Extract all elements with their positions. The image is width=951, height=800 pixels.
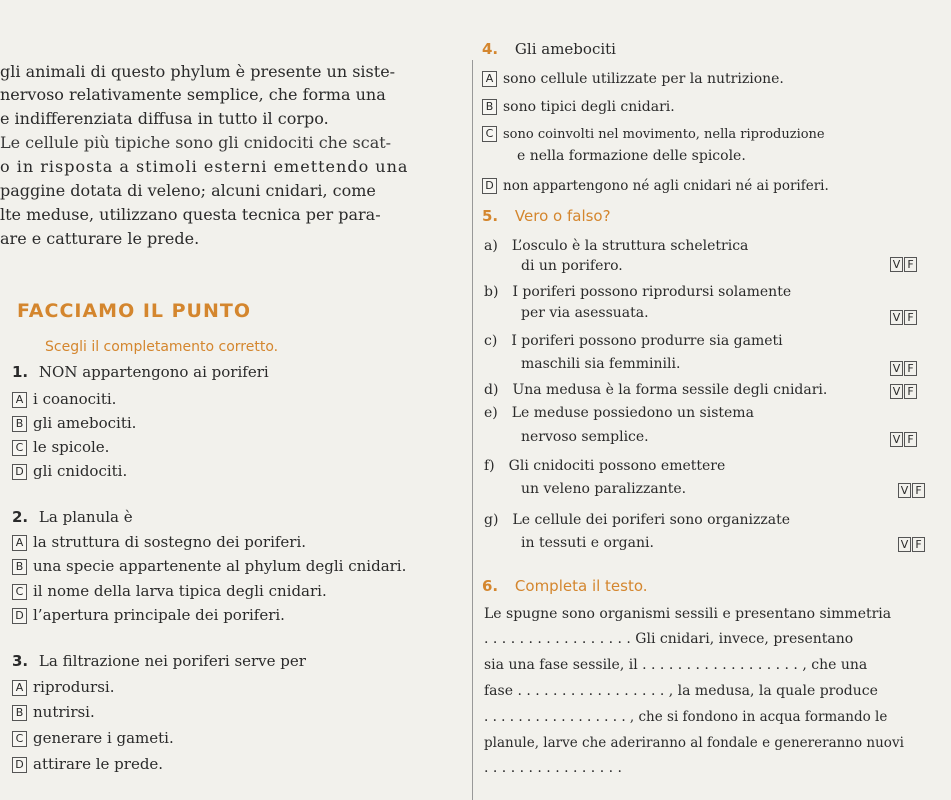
option-letter: C: [12, 731, 27, 747]
option-text-continued: e nella formazione delle spicole.: [517, 148, 746, 164]
option-letter: D: [482, 178, 497, 194]
intro-line: Le cellule più tipiche sono gli cnidociti che scat-: [0, 133, 392, 152]
option-d[interactable]: [12, 462, 127, 480]
question-stem: Gli amebociti: [514, 40, 616, 58]
question-stem: La filtrazione nei poriferi serve per: [38, 652, 306, 670]
option-text: gli amebociti.: [33, 414, 137, 432]
option-letter: B: [482, 99, 497, 115]
intro-line: o in risposta a stimoli esterni emettendo una: [0, 157, 409, 176]
option-c[interactable]: [12, 582, 327, 600]
question-number: 3.: [12, 652, 29, 670]
option-letter: A: [482, 71, 497, 87]
option-letter: A: [12, 535, 27, 551]
intro-line: nervoso relativamente semplice, che forma una: [0, 85, 386, 104]
option-text: i coanociti.: [33, 390, 117, 408]
fill-text-line: planule, larve che aderiranno al fondale e genereranno nuovi: [484, 735, 904, 751]
option-d[interactable]: [482, 178, 829, 194]
option-text: sono cellule utilizzate per la nutrizione.: [503, 71, 784, 87]
option-text: l’apertura principale dei poriferi.: [33, 606, 285, 624]
tf-item-line: per via asessuata.: [521, 305, 649, 321]
option-b[interactable]: [12, 703, 95, 721]
vf-checkbox[interactable]: V F: [890, 257, 918, 272]
fill-text-line: Le spugne sono organismi sessili e presentano simmetria: [484, 606, 892, 622]
option-a[interactable]: [12, 533, 306, 551]
fill-text-line[interactable]: sia una fase sessile, il . . . . . . . . . . . . . . . . . . , che una: [484, 657, 868, 673]
tf-item-c: c) I poriferi possono produrre sia gameti: [484, 333, 783, 349]
section-title: FACCIAMO IL PUNTO: [17, 300, 251, 322]
option-letter: B: [12, 416, 27, 432]
option-a[interactable]: [12, 678, 114, 696]
option-a[interactable]: [12, 390, 116, 408]
vf-checkbox[interactable]: V F: [898, 537, 926, 552]
option-a[interactable]: [482, 71, 784, 87]
tf-item-g: g) Le cellule dei poriferi sono organizzate: [484, 512, 791, 528]
question-number: 5.: [482, 207, 499, 225]
option-c[interactable]: [12, 438, 109, 456]
option-c[interactable]: [12, 729, 174, 747]
tf-item-b: b) I poriferi possono riprodursi solamente: [484, 284, 792, 300]
option-text: sono coinvolti nel movimento, nella riproduzione: [503, 127, 825, 142]
option-d[interactable]: [12, 606, 285, 624]
tf-item-line: nervoso semplice.: [521, 429, 649, 445]
question-stem: La planula è: [38, 508, 133, 526]
intro-line: lte meduse, utilizzano questa tecnica per para-: [0, 205, 381, 224]
option-letter: A: [12, 392, 27, 408]
intro-line: e indifferenziata diffusa in tutto il corpo.: [0, 109, 329, 128]
tf-item-line: maschili sia femminili.: [521, 356, 681, 372]
option-text: gli cnidociti.: [33, 462, 128, 480]
option-text: le spicole.: [33, 438, 110, 456]
question-stem: NON appartengono ai poriferi: [38, 363, 269, 381]
option-letter: C: [482, 126, 497, 142]
option-text: la struttura di sostegno dei poriferi.: [33, 533, 307, 551]
intro-line: are e catturare le prede.: [0, 229, 200, 248]
column-divider: [472, 60, 473, 800]
fill-text-line[interactable]: . . . . . . . . . . . . . . . . . , che si fondono in acqua formando le: [484, 709, 888, 725]
tf-item-f: f) Gli cnidociti possono emettere: [484, 458, 726, 474]
option-b[interactable]: [12, 414, 136, 432]
option-letter: C: [12, 584, 27, 600]
option-text: generare i gameti.: [33, 729, 174, 747]
option-text: riprodursi.: [33, 678, 115, 696]
vf-checkbox[interactable]: V F: [890, 310, 918, 325]
option-text: una specie appartenente al phylum degli cnidari.: [33, 557, 407, 575]
option-letter: A: [12, 680, 27, 696]
intro-line: gli animali di questo phylum è presente un siste-: [0, 62, 396, 81]
question-number: 6.: [482, 577, 499, 595]
tf-item-a: a) L’osculo è la struttura scheletrica: [484, 238, 749, 254]
fill-text-line[interactable]: . . . . . . . . . . . . . . . . . Gli cnidari, invece, presentano: [484, 631, 854, 647]
option-d[interactable]: [12, 755, 163, 773]
vf-checkbox[interactable]: V F: [898, 483, 926, 498]
option-text: attirare le prede.: [33, 755, 164, 773]
fill-text-line[interactable]: fase . . . . . . . . . . . . . . . . . , la medusa, la quale produce: [484, 683, 878, 699]
tf-item-line: di un porifero.: [521, 258, 623, 274]
tf-item-line: un veleno paralizzante.: [521, 481, 687, 497]
option-letter: B: [12, 559, 27, 575]
option-letter: D: [12, 464, 27, 480]
tf-item-line: in tessuti e organi.: [521, 535, 654, 551]
option-text: il nome della larva tipica degli cnidari.: [33, 582, 327, 600]
option-text: sono tipici degli cnidari.: [503, 99, 675, 115]
option-letter: C: [12, 440, 27, 456]
instruction-text: Scegli il completamento corretto.: [45, 339, 279, 355]
option-text: nutrirsi.: [33, 703, 95, 721]
fill-text-line[interactable]: . . . . . . . . . . . . . . . .: [484, 760, 622, 776]
vf-checkbox[interactable]: V F: [890, 384, 918, 399]
vf-checkbox[interactable]: V F: [890, 432, 918, 447]
question-number: 1.: [12, 363, 29, 381]
option-letter: B: [12, 705, 27, 721]
question-number: 2.: [12, 508, 29, 526]
tf-item-d: d) Una medusa è la forma sessile degli cnidari.: [484, 382, 828, 398]
question-number: 4.: [482, 40, 499, 58]
option-c[interactable]: [482, 126, 825, 142]
tf-item-e: e) Le meduse possiedono un sistema: [484, 405, 754, 421]
question-title: Vero o falso?: [514, 207, 611, 225]
option-letter: D: [12, 608, 27, 624]
option-b[interactable]: [12, 557, 406, 575]
question-title: Completa il testo.: [514, 577, 648, 595]
vf-checkbox[interactable]: V F: [890, 361, 918, 376]
option-text: non appartengono né agli cnidari né ai poriferi.: [503, 178, 829, 194]
option-b[interactable]: [482, 99, 675, 115]
option-letter: D: [12, 757, 27, 773]
intro-line: paggine dotata di veleno; alcuni cnidari, come: [0, 181, 376, 200]
